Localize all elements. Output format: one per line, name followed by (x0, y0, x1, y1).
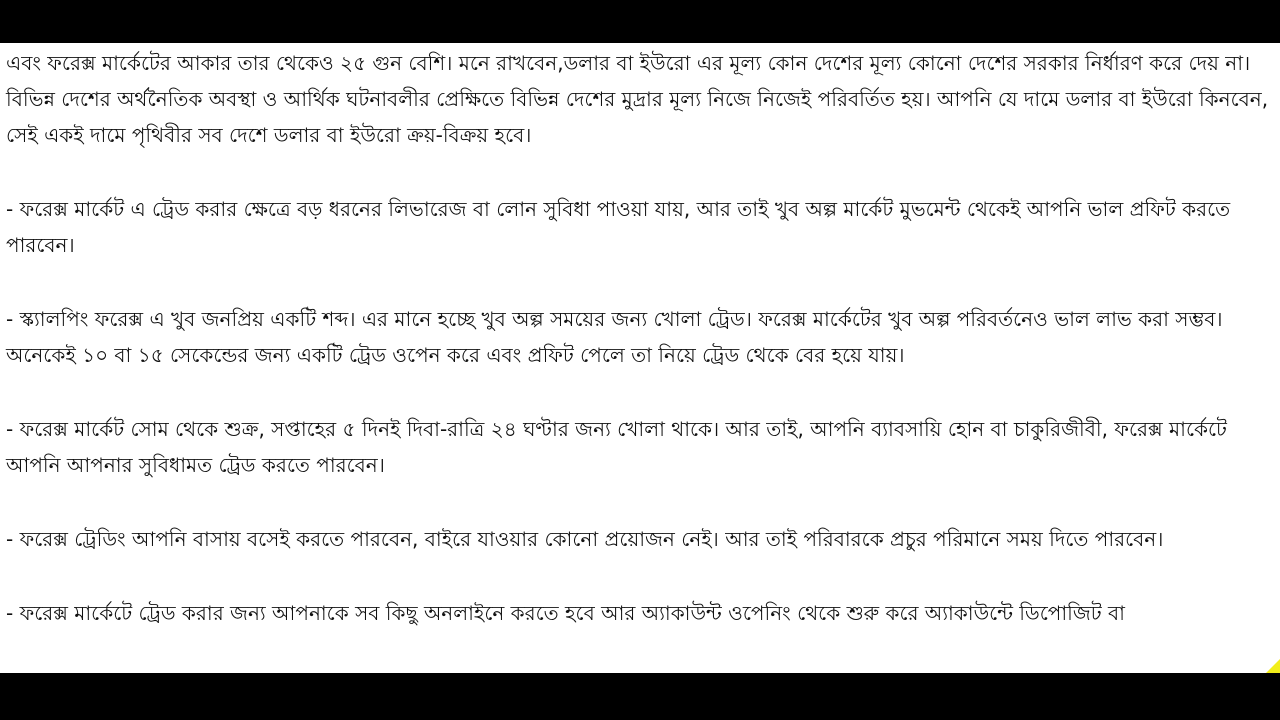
paragraph-1: এবং ফরেক্স মার্কেটের আকার তার থেকেও ২৫ গুন বেশি। মনে রাখবেন,ডলার বা ইউরো এর মূল্য কোন দেশের মূল্য কোনো দেশের সরকার নির্ধারণ করে দেয় না। বিভিন্ন দেশের অর্থনৈতিক অবস্থা ও আর্থিক ঘটনাবলীর প্রেক্ষিতে বিভিন্ন দেশের মুদ্রার মূল্য নিজে নিজেই পরিবর্তিত হয়। আপনি যে দামে ডলার বা ইউরো কিনবেন, সেই একই দামে পৃথিবীর সব দেশে ডলার বা ইউরো ক্রয়-বিক্রয় হবে। (6, 51, 1269, 147)
paragraph-2: - ফরেক্স মার্কেট এ ট্রেড করার ক্ষেত্রে বড় ধরনের লিভারেজ বা লোন সুবিধা পাওয়া যায়, আর তাই খুব অল্প মার্কেট মুভমেন্ট থেকেই আপনি ভাল প্রফিট করতে পারবেন। (6, 197, 1231, 257)
paragraph-5: - ফরেক্স ট্রেডিং আপনি বাসায় বসেই করতে পারবেন, বাইরে যাওয়ার কোনো প্রয়োজন নেই। আর তাই পরিবারকে প্রচুর পরিমানে সময় দিতে পারবেন। (6, 527, 1164, 551)
document-body (6, 45, 1278, 669)
paragraph-6: - ফরেক্স মার্কেটে ট্রেড করার জন্য আপনাকে সব কিছু অনলাইনে করতে হবে আর অ্যাকাউন্ট ওপেনিং থেকে শুরু করে অ্যাকাউন্টে ডিপোজিট বা (6, 601, 1125, 625)
paragraph-4: - ফরেক্স মার্কেট সোম থেকে শুক্র, সপ্তাহের ৫ দিনই দিবা-রাত্রি ২৪ ঘণ্টার জন্য খোলা থাকে। আর তাই, আপনি ব্যাবসায়ি হোন বা চাকুরিজীবী, ফরেক্স মার্কেটে আপনি আপনার সুবিধামত ট্রেড করতে পারবেন। (6, 417, 1227, 477)
document-viewport (0, 43, 1280, 673)
corner-marker-icon (1266, 659, 1280, 673)
paragraph-3: - স্ক্যালপিং ফরেক্স এ খুব জনপ্রিয় একটি শব্দ। এর মানে হচ্ছে খুব অল্প সময়ের জন্য খোলা ট্রেড। ফরেক্স মার্কেটের খুব অল্প পরিবর্তনেও ভাল লাভ করা সম্ভব। অনেকেই ১০ বা ১৫ সেকেন্ডের জন্য একটি ট্রেড ওপেন করে এবং প্রফিট পেলে তা নিয়ে ট্রেড থেকে বের হয়ে যায়। (6, 307, 1223, 367)
